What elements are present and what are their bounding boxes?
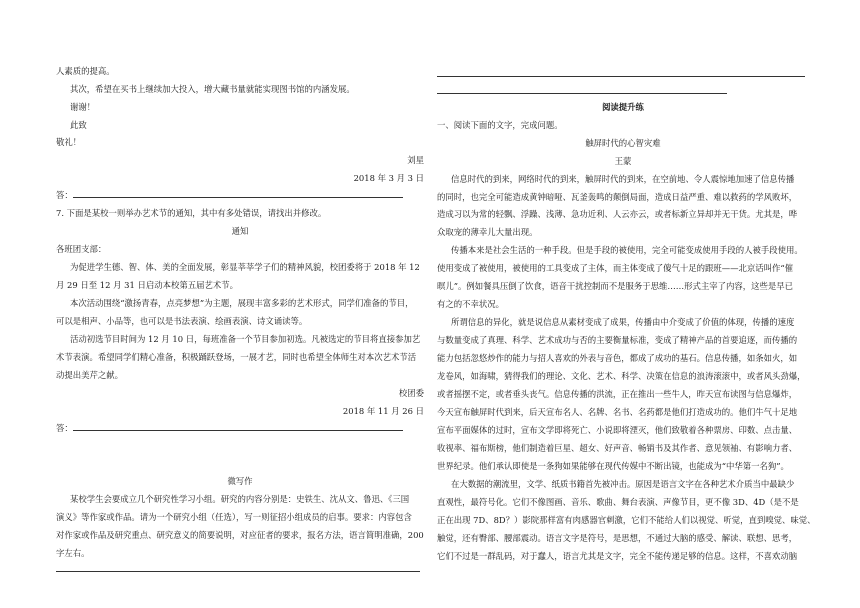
section-title: 阅读提升练 xyxy=(602,102,644,112)
notice-paragraph-line: 为促进学生德、智、体、美的全面发展，彰显莘莘学子们的精神风貌，校团委将于 2018 年 12 xyxy=(70,262,420,272)
answer-rule[interactable] xyxy=(437,93,727,94)
letter-thanks: 谢谢！ xyxy=(70,102,96,112)
article-paragraph-line: 直观性，最符号化。它们不像图画、音乐、歌曲、舞台表演、声像节目，更不像 3D、4D（是不是 xyxy=(437,497,799,507)
writing-answer-rule[interactable] xyxy=(56,571,420,572)
answer-label: 答： xyxy=(56,190,73,200)
answer-line[interactable] xyxy=(56,190,403,200)
letter-signature: 刘星 xyxy=(407,155,424,165)
article-paragraph-line: 暝儿”。例如餐具压倒了饮食，语音干扰控制而不是服务于思维……形式主宰了内容，这些是早已 xyxy=(437,281,794,291)
article-paragraph-line: 宣布平面媒体的过时，宣布文学即将死亡、小说即将湮灭，他们致敬着各种票房、印数、点击量、 xyxy=(437,425,798,435)
article-paragraph-line: 信息时代的到来，网络时代的到来，触屏时代的到来，在空前地、令人震惊地加速了信息传播 xyxy=(451,174,795,184)
letter-date: 2018 年 3 月 3 日 xyxy=(353,173,424,183)
notice-paragraph-line: 可以是相声、小品等，也可以是书法表演、绘画表演、诗文诵读等。 xyxy=(56,316,308,326)
answer-rule[interactable] xyxy=(437,76,805,77)
article-paragraph-line: 传播本来是社会生活的一种手段。但是手段的被使用，完全可能变成使用手段的人被手段使用。 xyxy=(451,245,803,255)
question-stem: 一、阅读下面的文字，完成问题。 xyxy=(437,120,563,130)
article-title: 触屏时代的心智灾难 xyxy=(585,138,661,148)
article-paragraph-line: 造成习以为常的轻飘、浮躁、浅薄、急功近利、人云亦云，或者标新立异却并无干货。尤其是，哗 xyxy=(437,209,798,219)
article-author: 王蒙 xyxy=(614,156,632,166)
article-paragraph-line: 有之的不幸状况。 xyxy=(437,299,504,309)
letter-text-line: 其次，希望在买书上继续加大投入，增大藏书量就能实现图书馆的内涵发展。 xyxy=(70,84,355,94)
answer-blank[interactable] xyxy=(73,423,403,431)
article-paragraph-line: 使用变成了被使用，被使用的工具变成了主体，而主体变成了傻气十足的跟班——北京话叫作“催 xyxy=(437,263,794,273)
notice-signature: 校团委 xyxy=(398,388,424,398)
article-paragraph-line: 与数量变成了真理、科学、艺术成功与否的主要衡量标准，变成了精神产品的首要追逐，而传播的 xyxy=(437,335,798,345)
article-paragraph-line: 所谓信息的异化，就是说信息从素材变成了成果，传播由中介变成了价值的体现，传播的速度 xyxy=(451,317,795,327)
notice-paragraph-line: 活动初选节目时间为 12 月 10 日，每班准备一个节目参加初选。凡被选定的节目将直接参加艺 xyxy=(70,334,421,344)
article-paragraph-line: 的同时，也完全可能造成黄钟暗哑、瓦釜轰鸣的颠倒局面，造成日益严重、难以救药的学风败坏， xyxy=(437,192,798,202)
notice-paragraph-line: 月 29 日至 12 月 31 日启动本校第五届艺术节。 xyxy=(56,280,238,290)
micro-writing-line: 某校学生会要成立几个研究性学习小组。研究的内容分别是：史铁生、沈从文、鲁迅、《三国 xyxy=(70,494,410,504)
answer-label: 答： xyxy=(56,423,73,433)
article-paragraph-line: 龙卷风，如海啸，猜得我们的理论、文化、艺术、科学、决策在信息的浪涛滚滚中，或者风头劲爆， xyxy=(437,371,806,381)
article-paragraph-line: 或者摇摆不定，或者垂头丧气。信息传播的洪流，正在推出一些牛人，昨天宣布读图与信息爆炸， xyxy=(437,389,798,399)
article-paragraph-line: 正在出现 7D、8D？）影院那样富有肉感器官刺激，它们不能给人们以视觉、听觉，直到嗅觉、味觉、 xyxy=(437,515,816,525)
letter-closing-jingli: 敬礼！ xyxy=(56,137,82,147)
article-paragraph-line: 众取宠的薄幸儿大量出现。 xyxy=(437,227,538,237)
article-paragraph-line: 今天宣布触屏时代到来，后天宣布名人、名牌、名书、名药都是他们打造成功的。他们牛气十足地 xyxy=(437,407,798,417)
notice-date: 2018 年 11 月 26 日 xyxy=(342,406,424,416)
micro-writing-line: 对作家或作品及研究重点、研究意义的简要说明，对应征者的要求，报名方法，语言简明准确，200 xyxy=(56,530,424,540)
notice-title: 通知 xyxy=(231,226,249,236)
article-paragraph-line: 收视率、福布斯榜，他们制造着巨星、超女、好声音、畅销书及其作者、意见领袖、有影响力者、 xyxy=(437,443,798,453)
answer-line[interactable] xyxy=(56,423,403,433)
article-paragraph-line: 触觉，还有臀部、腰部震动。语言文字是符号，是思想，不通过大脑的感受、解读、联想、思考， xyxy=(437,533,798,543)
notice-paragraph-line: 术节表演。希望同学们精心准备，积极踊跃登场，一展才艺，同时也希望全体师生对本次艺术节活 xyxy=(56,352,417,362)
notice-salutation: 各班团支部： xyxy=(56,244,107,254)
notice-paragraph-line: 本次活动围绕“激扬青春，点亮梦想”为主题，展现丰富多彩的艺术形式，同学们准备的节目， xyxy=(70,298,414,308)
letter-closing-cizhi: 此致 xyxy=(70,120,87,130)
micro-writing-line: 演义》等作家或作品。请为一个研究小组（任选），写一则征招小组成员的启事。要求：内容包含 xyxy=(56,512,412,522)
micro-writing-line: 字左右。 xyxy=(56,548,90,558)
article-paragraph-line: 在大数据的潮流里，文学、纸质书籍首先被冲击。原因是语言文字在各种艺术介质当中最缺少 xyxy=(451,479,795,489)
answer-blank[interactable] xyxy=(73,190,403,198)
article-paragraph-line: 能力包括忽悠炒作的能力与招人喜欢的外表与音色，都成了成功的基石。信息传播，如条如火，如 xyxy=(437,353,798,363)
letter-text-line: 人素质的提高。 xyxy=(56,66,115,76)
article-paragraph-line: 它们不过是一群乱码，对于蠢人，语言尤其是文字，完全不能传递足够的信息。这样，不喜欢动脑 xyxy=(437,551,798,561)
article-paragraph-line: 世界纪录。他们承认即使是一条狗如果能够在现代传媒中不断出镜，也能成为“中华第一名狗”。 xyxy=(437,461,789,471)
micro-writing-title: 微写作 xyxy=(227,476,253,486)
question-7-stem: 7. 下面是某校一则举办艺术节的通知，其中有多处错误，请找出并修改。 xyxy=(56,208,327,218)
notice-paragraph-line: 动提出美芹之献。 xyxy=(56,370,123,380)
